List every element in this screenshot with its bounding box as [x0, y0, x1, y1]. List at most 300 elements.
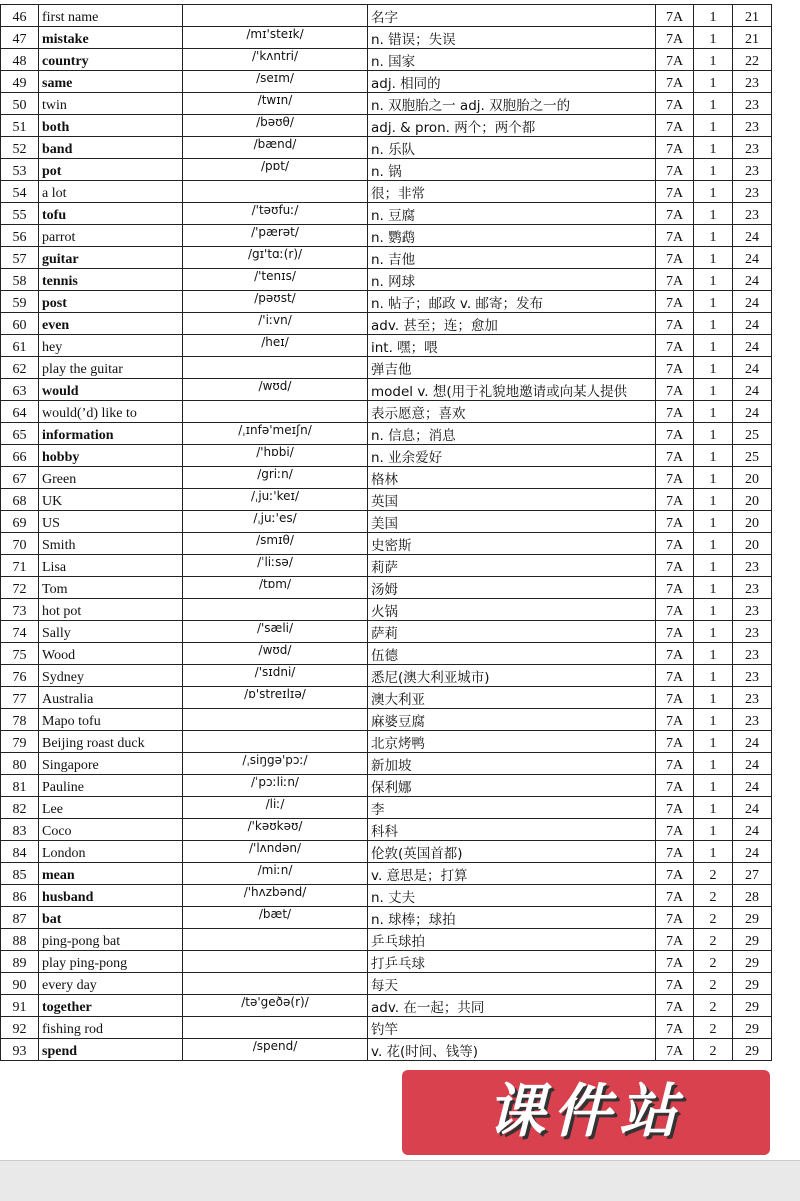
- table-row: [1, 269, 772, 291]
- page-cell: 29: [733, 951, 772, 973]
- row-number-cell: 65: [1, 423, 39, 445]
- phonetic-cell: /spend/: [183, 1039, 368, 1061]
- phonetic-cell: /'təʊfuː/: [183, 203, 368, 225]
- grade-cell: 7A: [656, 841, 694, 863]
- table-row: [1, 885, 772, 907]
- word-cell: a lot: [39, 181, 183, 203]
- row-number-cell: 77: [1, 687, 39, 709]
- row-number-cell: 79: [1, 731, 39, 753]
- row-number-cell: 54: [1, 181, 39, 203]
- meaning-cell: adv. 在一起；共同: [368, 995, 656, 1017]
- grade-cell: 7A: [656, 665, 694, 687]
- table-row: [1, 1039, 772, 1061]
- page-cell: 23: [733, 137, 772, 159]
- word-cell: Green: [39, 467, 183, 489]
- phonetic-cell: /ˌjuː'es/: [183, 511, 368, 533]
- page-cell: 24: [733, 379, 772, 401]
- table-row: [1, 533, 772, 555]
- row-number-cell: 92: [1, 1017, 39, 1039]
- unit-cell: 1: [694, 181, 733, 203]
- word-cell: Lisa: [39, 555, 183, 577]
- word-cell: Australia: [39, 687, 183, 709]
- unit-cell: 1: [694, 93, 733, 115]
- page-cell: 23: [733, 687, 772, 709]
- table-row: [1, 951, 772, 973]
- unit-cell: 1: [694, 753, 733, 775]
- table-row: [1, 643, 772, 665]
- page-cell: 21: [733, 27, 772, 49]
- word-cell: Lee: [39, 797, 183, 819]
- bottom-scroll-bar[interactable]: [0, 1160, 800, 1201]
- grade-cell: 7A: [656, 203, 694, 225]
- phonetic-cell: /'lʌndən/: [183, 841, 368, 863]
- unit-cell: 1: [694, 27, 733, 49]
- row-number-cell: 85: [1, 863, 39, 885]
- meaning-cell: 悉尼(澳大利亚城市): [368, 665, 656, 687]
- phonetic-cell: [183, 181, 368, 203]
- page-cell: 24: [733, 225, 772, 247]
- unit-cell: 1: [694, 357, 733, 379]
- page-cell: 23: [733, 555, 772, 577]
- grade-cell: 7A: [656, 533, 694, 555]
- word-cell: spend: [39, 1039, 183, 1061]
- phonetic-cell: /ɒ'streɪlɪə/: [183, 687, 368, 709]
- row-number-cell: 55: [1, 203, 39, 225]
- meaning-cell: 表示愿意；喜欢: [368, 401, 656, 423]
- table-row: [1, 555, 772, 577]
- page-cell: 23: [733, 181, 772, 203]
- unit-cell: 1: [694, 665, 733, 687]
- word-cell: ping-pong bat: [39, 929, 183, 951]
- word-cell: pot: [39, 159, 183, 181]
- phonetic-cell: /'hʌzbənd/: [183, 885, 368, 907]
- phonetic-cell: /'tenɪs/: [183, 269, 368, 291]
- row-number-cell: 74: [1, 621, 39, 643]
- table-row: [1, 665, 772, 687]
- phonetic-cell: /griːn/: [183, 467, 368, 489]
- meaning-cell: v. 意思是；打算: [368, 863, 656, 885]
- page-cell: 23: [733, 71, 772, 93]
- unit-cell: 1: [694, 819, 733, 841]
- unit-cell: 1: [694, 291, 733, 313]
- word-cell: Tom: [39, 577, 183, 599]
- table-row: [1, 467, 772, 489]
- phonetic-cell: /tə'geðə(r)/: [183, 995, 368, 1017]
- meaning-cell: 每天: [368, 973, 656, 995]
- phonetic-cell: /ˌɪnfə'meɪʃn/: [183, 423, 368, 445]
- grade-cell: 7A: [656, 819, 694, 841]
- row-number-cell: 90: [1, 973, 39, 995]
- word-cell: husband: [39, 885, 183, 907]
- meaning-cell: n. 业余爱好: [368, 445, 656, 467]
- word-cell: Sally: [39, 621, 183, 643]
- table-row: [1, 401, 772, 423]
- grade-cell: 7A: [656, 753, 694, 775]
- page-cell: 23: [733, 621, 772, 643]
- row-number-cell: 68: [1, 489, 39, 511]
- phonetic-cell: [183, 1017, 368, 1039]
- unit-cell: 1: [694, 71, 733, 93]
- page-cell: 24: [733, 313, 772, 335]
- table-row: [1, 5, 772, 27]
- meaning-cell: 钓竿: [368, 1017, 656, 1039]
- row-number-cell: 84: [1, 841, 39, 863]
- table-row: [1, 291, 772, 313]
- meaning-cell: n. 错误；失误: [368, 27, 656, 49]
- table-row: [1, 335, 772, 357]
- row-number-cell: 81: [1, 775, 39, 797]
- unit-cell: 2: [694, 1039, 733, 1061]
- word-cell: US: [39, 511, 183, 533]
- page-cell: 23: [733, 93, 772, 115]
- table-row: [1, 841, 772, 863]
- row-number-cell: 87: [1, 907, 39, 929]
- word-cell: Mapo tofu: [39, 709, 183, 731]
- meaning-cell: 汤姆: [368, 577, 656, 599]
- word-cell: twin: [39, 93, 183, 115]
- phonetic-cell: /seɪm/: [183, 71, 368, 93]
- word-cell: UK: [39, 489, 183, 511]
- phonetic-cell: [183, 599, 368, 621]
- page-cell: 23: [733, 599, 772, 621]
- table-row: [1, 929, 772, 951]
- page-cell: 20: [733, 511, 772, 533]
- unit-cell: 1: [694, 49, 733, 71]
- phonetic-cell: /gɪ'tɑː(r)/: [183, 247, 368, 269]
- row-number-cell: 78: [1, 709, 39, 731]
- unit-cell: 2: [694, 995, 733, 1017]
- meaning-cell: 格林: [368, 467, 656, 489]
- meaning-cell: 弹吉他: [368, 357, 656, 379]
- page-cell: 24: [733, 797, 772, 819]
- meaning-cell: n. 丈夫: [368, 885, 656, 907]
- meaning-cell: 保利娜: [368, 775, 656, 797]
- table-row: [1, 49, 772, 71]
- word-cell: hey: [39, 335, 183, 357]
- table-row: [1, 489, 772, 511]
- phonetic-cell: /'hɒbi/: [183, 445, 368, 467]
- row-number-cell: 62: [1, 357, 39, 379]
- grade-cell: 7A: [656, 71, 694, 93]
- word-cell: together: [39, 995, 183, 1017]
- page-cell: 23: [733, 159, 772, 181]
- meaning-cell: n. 球棒；球拍: [368, 907, 656, 929]
- table-row: [1, 379, 772, 401]
- phonetic-cell: /bæt/: [183, 907, 368, 929]
- row-number-cell: 69: [1, 511, 39, 533]
- unit-cell: 1: [694, 555, 733, 577]
- row-number-cell: 76: [1, 665, 39, 687]
- grade-cell: 7A: [656, 599, 694, 621]
- unit-cell: 2: [694, 929, 733, 951]
- row-number-cell: 80: [1, 753, 39, 775]
- word-cell: mean: [39, 863, 183, 885]
- row-number-cell: 73: [1, 599, 39, 621]
- table-row: [1, 357, 772, 379]
- grade-cell: 7A: [656, 27, 694, 49]
- word-cell: play the guitar: [39, 357, 183, 379]
- unit-cell: 2: [694, 907, 733, 929]
- phonetic-cell: /'pærət/: [183, 225, 368, 247]
- phonetic-cell: /wʊd/: [183, 643, 368, 665]
- row-number-cell: 63: [1, 379, 39, 401]
- row-number-cell: 48: [1, 49, 39, 71]
- grade-cell: 7A: [656, 467, 694, 489]
- phonetic-cell: /bəʊθ/: [183, 115, 368, 137]
- table-row: [1, 225, 772, 247]
- vocabulary-table: [0, 4, 772, 1061]
- word-cell: guitar: [39, 247, 183, 269]
- unit-cell: 1: [694, 115, 733, 137]
- unit-cell: 1: [694, 797, 733, 819]
- unit-cell: 1: [694, 159, 733, 181]
- meaning-cell: n. 豆腐: [368, 203, 656, 225]
- row-number-cell: 50: [1, 93, 39, 115]
- meaning-cell: 史密斯: [368, 533, 656, 555]
- phonetic-cell: [183, 951, 368, 973]
- table-row: [1, 819, 772, 841]
- table-row: [1, 753, 772, 775]
- word-cell: London: [39, 841, 183, 863]
- row-number-cell: 57: [1, 247, 39, 269]
- page-cell: 23: [733, 203, 772, 225]
- word-cell: tofu: [39, 203, 183, 225]
- grade-cell: 7A: [656, 445, 694, 467]
- word-cell: both: [39, 115, 183, 137]
- unit-cell: 1: [694, 467, 733, 489]
- page-cell: 29: [733, 1017, 772, 1039]
- unit-cell: 1: [694, 577, 733, 599]
- grade-cell: 7A: [656, 511, 694, 533]
- grade-cell: 7A: [656, 357, 694, 379]
- meaning-cell: 伦敦(英国首都): [368, 841, 656, 863]
- table-row: [1, 511, 772, 533]
- meaning-cell: 乒乓球拍: [368, 929, 656, 951]
- grade-cell: 7A: [656, 973, 694, 995]
- phonetic-cell: /'kəʊkəʊ/: [183, 819, 368, 841]
- word-cell: Beijing roast duck: [39, 731, 183, 753]
- word-cell: would: [39, 379, 183, 401]
- page-cell: 20: [733, 489, 772, 511]
- row-number-cell: 60: [1, 313, 39, 335]
- meaning-cell: n. 帖子；邮政 v. 邮寄；发布: [368, 291, 656, 313]
- meaning-cell: 美国: [368, 511, 656, 533]
- row-number-cell: 67: [1, 467, 39, 489]
- page-cell: 21: [733, 5, 772, 27]
- page-cell: 25: [733, 445, 772, 467]
- grade-cell: 7A: [656, 93, 694, 115]
- unit-cell: 1: [694, 401, 733, 423]
- meaning-cell: n. 鹦鹉: [368, 225, 656, 247]
- watermark-logo: [402, 1070, 770, 1155]
- word-cell: even: [39, 313, 183, 335]
- page-cell: 27: [733, 863, 772, 885]
- unit-cell: 1: [694, 621, 733, 643]
- grade-cell: 7A: [656, 709, 694, 731]
- meaning-cell: 莉萨: [368, 555, 656, 577]
- phonetic-cell: /'kʌntri/: [183, 49, 368, 71]
- phonetic-cell: [183, 973, 368, 995]
- grade-cell: 7A: [656, 291, 694, 313]
- unit-cell: 1: [694, 775, 733, 797]
- word-cell: Sydney: [39, 665, 183, 687]
- phonetic-cell: /mɪ'steɪk/: [183, 27, 368, 49]
- word-cell: bat: [39, 907, 183, 929]
- grade-cell: 7A: [656, 401, 694, 423]
- phonetic-cell: /pəʊst/: [183, 291, 368, 313]
- meaning-cell: 新加坡: [368, 753, 656, 775]
- grade-cell: 7A: [656, 555, 694, 577]
- table-row: [1, 313, 772, 335]
- page-cell: 24: [733, 841, 772, 863]
- grade-cell: 7A: [656, 247, 694, 269]
- grade-cell: 7A: [656, 907, 694, 929]
- table-row: [1, 995, 772, 1017]
- word-cell: Coco: [39, 819, 183, 841]
- phonetic-cell: [183, 929, 368, 951]
- table-row: [1, 621, 772, 643]
- unit-cell: 1: [694, 533, 733, 555]
- unit-cell: 1: [694, 709, 733, 731]
- grade-cell: 7A: [656, 335, 694, 357]
- table-row: [1, 159, 772, 181]
- phonetic-cell: /ˈpɔːliːn/: [183, 775, 368, 797]
- row-number-cell: 93: [1, 1039, 39, 1061]
- meaning-cell: 李: [368, 797, 656, 819]
- page-cell: 24: [733, 291, 772, 313]
- grade-cell: 7A: [656, 621, 694, 643]
- word-cell: Smith: [39, 533, 183, 555]
- word-cell: first name: [39, 5, 183, 27]
- row-number-cell: 89: [1, 951, 39, 973]
- meaning-cell: 北京烤鸭: [368, 731, 656, 753]
- grade-cell: 7A: [656, 137, 694, 159]
- grade-cell: 7A: [656, 489, 694, 511]
- page-cell: 29: [733, 907, 772, 929]
- meaning-cell: int. 嘿；喂: [368, 335, 656, 357]
- grade-cell: 7A: [656, 929, 694, 951]
- row-number-cell: 46: [1, 5, 39, 27]
- table-row: [1, 203, 772, 225]
- phonetic-cell: [183, 709, 368, 731]
- grade-cell: 7A: [656, 797, 694, 819]
- meaning-cell: n. 吉他: [368, 247, 656, 269]
- meaning-cell: n. 乐队: [368, 137, 656, 159]
- meaning-cell: 伍德: [368, 643, 656, 665]
- meaning-cell: 很；非常: [368, 181, 656, 203]
- table-row: [1, 423, 772, 445]
- phonetic-cell: /ˌsiŋgə'pɔː/: [183, 753, 368, 775]
- grade-cell: 7A: [656, 225, 694, 247]
- grade-cell: 7A: [656, 313, 694, 335]
- table-row: [1, 93, 772, 115]
- meaning-cell: 火锅: [368, 599, 656, 621]
- unit-cell: 2: [694, 951, 733, 973]
- phonetic-cell: /'sɪdni/: [183, 665, 368, 687]
- grade-cell: 7A: [656, 159, 694, 181]
- phonetic-cell: /heɪ/: [183, 335, 368, 357]
- meaning-cell: 麻婆豆腐: [368, 709, 656, 731]
- page-cell: 29: [733, 929, 772, 951]
- meaning-cell: v. 花(时间、钱等): [368, 1039, 656, 1061]
- unit-cell: 1: [694, 313, 733, 335]
- phonetic-cell: /twɪn/: [183, 93, 368, 115]
- phonetic-cell: [183, 401, 368, 423]
- phonetic-cell: /smɪθ/: [183, 533, 368, 555]
- row-number-cell: 88: [1, 929, 39, 951]
- row-number-cell: 70: [1, 533, 39, 555]
- phonetic-cell: /miːn/: [183, 863, 368, 885]
- phonetic-cell: [183, 731, 368, 753]
- page-cell: 24: [733, 335, 772, 357]
- phonetic-cell: [183, 357, 368, 379]
- word-cell: mistake: [39, 27, 183, 49]
- unit-cell: 1: [694, 687, 733, 709]
- word-cell: every day: [39, 973, 183, 995]
- phonetic-cell: [183, 5, 368, 27]
- grade-cell: 7A: [656, 115, 694, 137]
- row-number-cell: 86: [1, 885, 39, 907]
- phonetic-cell: /pɒt/: [183, 159, 368, 181]
- meaning-cell: 名字: [368, 5, 656, 27]
- grade-cell: 7A: [656, 863, 694, 885]
- grade-cell: 7A: [656, 577, 694, 599]
- grade-cell: 7A: [656, 423, 694, 445]
- page-cell: 23: [733, 115, 772, 137]
- meaning-cell: adv. 甚至；连；愈加: [368, 313, 656, 335]
- unit-cell: 1: [694, 489, 733, 511]
- word-cell: information: [39, 423, 183, 445]
- meaning-cell: model v. 想(用于礼貌地邀请或向某人提供: [368, 379, 656, 401]
- page-cell: 24: [733, 247, 772, 269]
- word-cell: same: [39, 71, 183, 93]
- meaning-cell: n. 信息；消息: [368, 423, 656, 445]
- word-cell: country: [39, 49, 183, 71]
- word-cell: post: [39, 291, 183, 313]
- table-row: [1, 907, 772, 929]
- table-row: [1, 797, 772, 819]
- phonetic-cell: /wʊd/: [183, 379, 368, 401]
- row-number-cell: 51: [1, 115, 39, 137]
- table-row: [1, 687, 772, 709]
- page-cell: 24: [733, 401, 772, 423]
- row-number-cell: 56: [1, 225, 39, 247]
- word-cell: Wood: [39, 643, 183, 665]
- row-number-cell: 82: [1, 797, 39, 819]
- phonetic-cell: /ˌjuː'keɪ/: [183, 489, 368, 511]
- unit-cell: 1: [694, 599, 733, 621]
- page-cell: 29: [733, 995, 772, 1017]
- meaning-cell: 科科: [368, 819, 656, 841]
- word-cell: tennis: [39, 269, 183, 291]
- row-number-cell: 47: [1, 27, 39, 49]
- unit-cell: 1: [694, 203, 733, 225]
- grade-cell: 7A: [656, 181, 694, 203]
- row-number-cell: 75: [1, 643, 39, 665]
- page-cell: 23: [733, 577, 772, 599]
- word-cell: would(’d) like to: [39, 401, 183, 423]
- row-number-cell: 83: [1, 819, 39, 841]
- grade-cell: 7A: [656, 643, 694, 665]
- table-row: [1, 1017, 772, 1039]
- unit-cell: 1: [694, 5, 733, 27]
- page-cell: 24: [733, 357, 772, 379]
- row-number-cell: 49: [1, 71, 39, 93]
- unit-cell: 2: [694, 1017, 733, 1039]
- word-cell: hot pot: [39, 599, 183, 621]
- grade-cell: 7A: [656, 951, 694, 973]
- row-number-cell: 53: [1, 159, 39, 181]
